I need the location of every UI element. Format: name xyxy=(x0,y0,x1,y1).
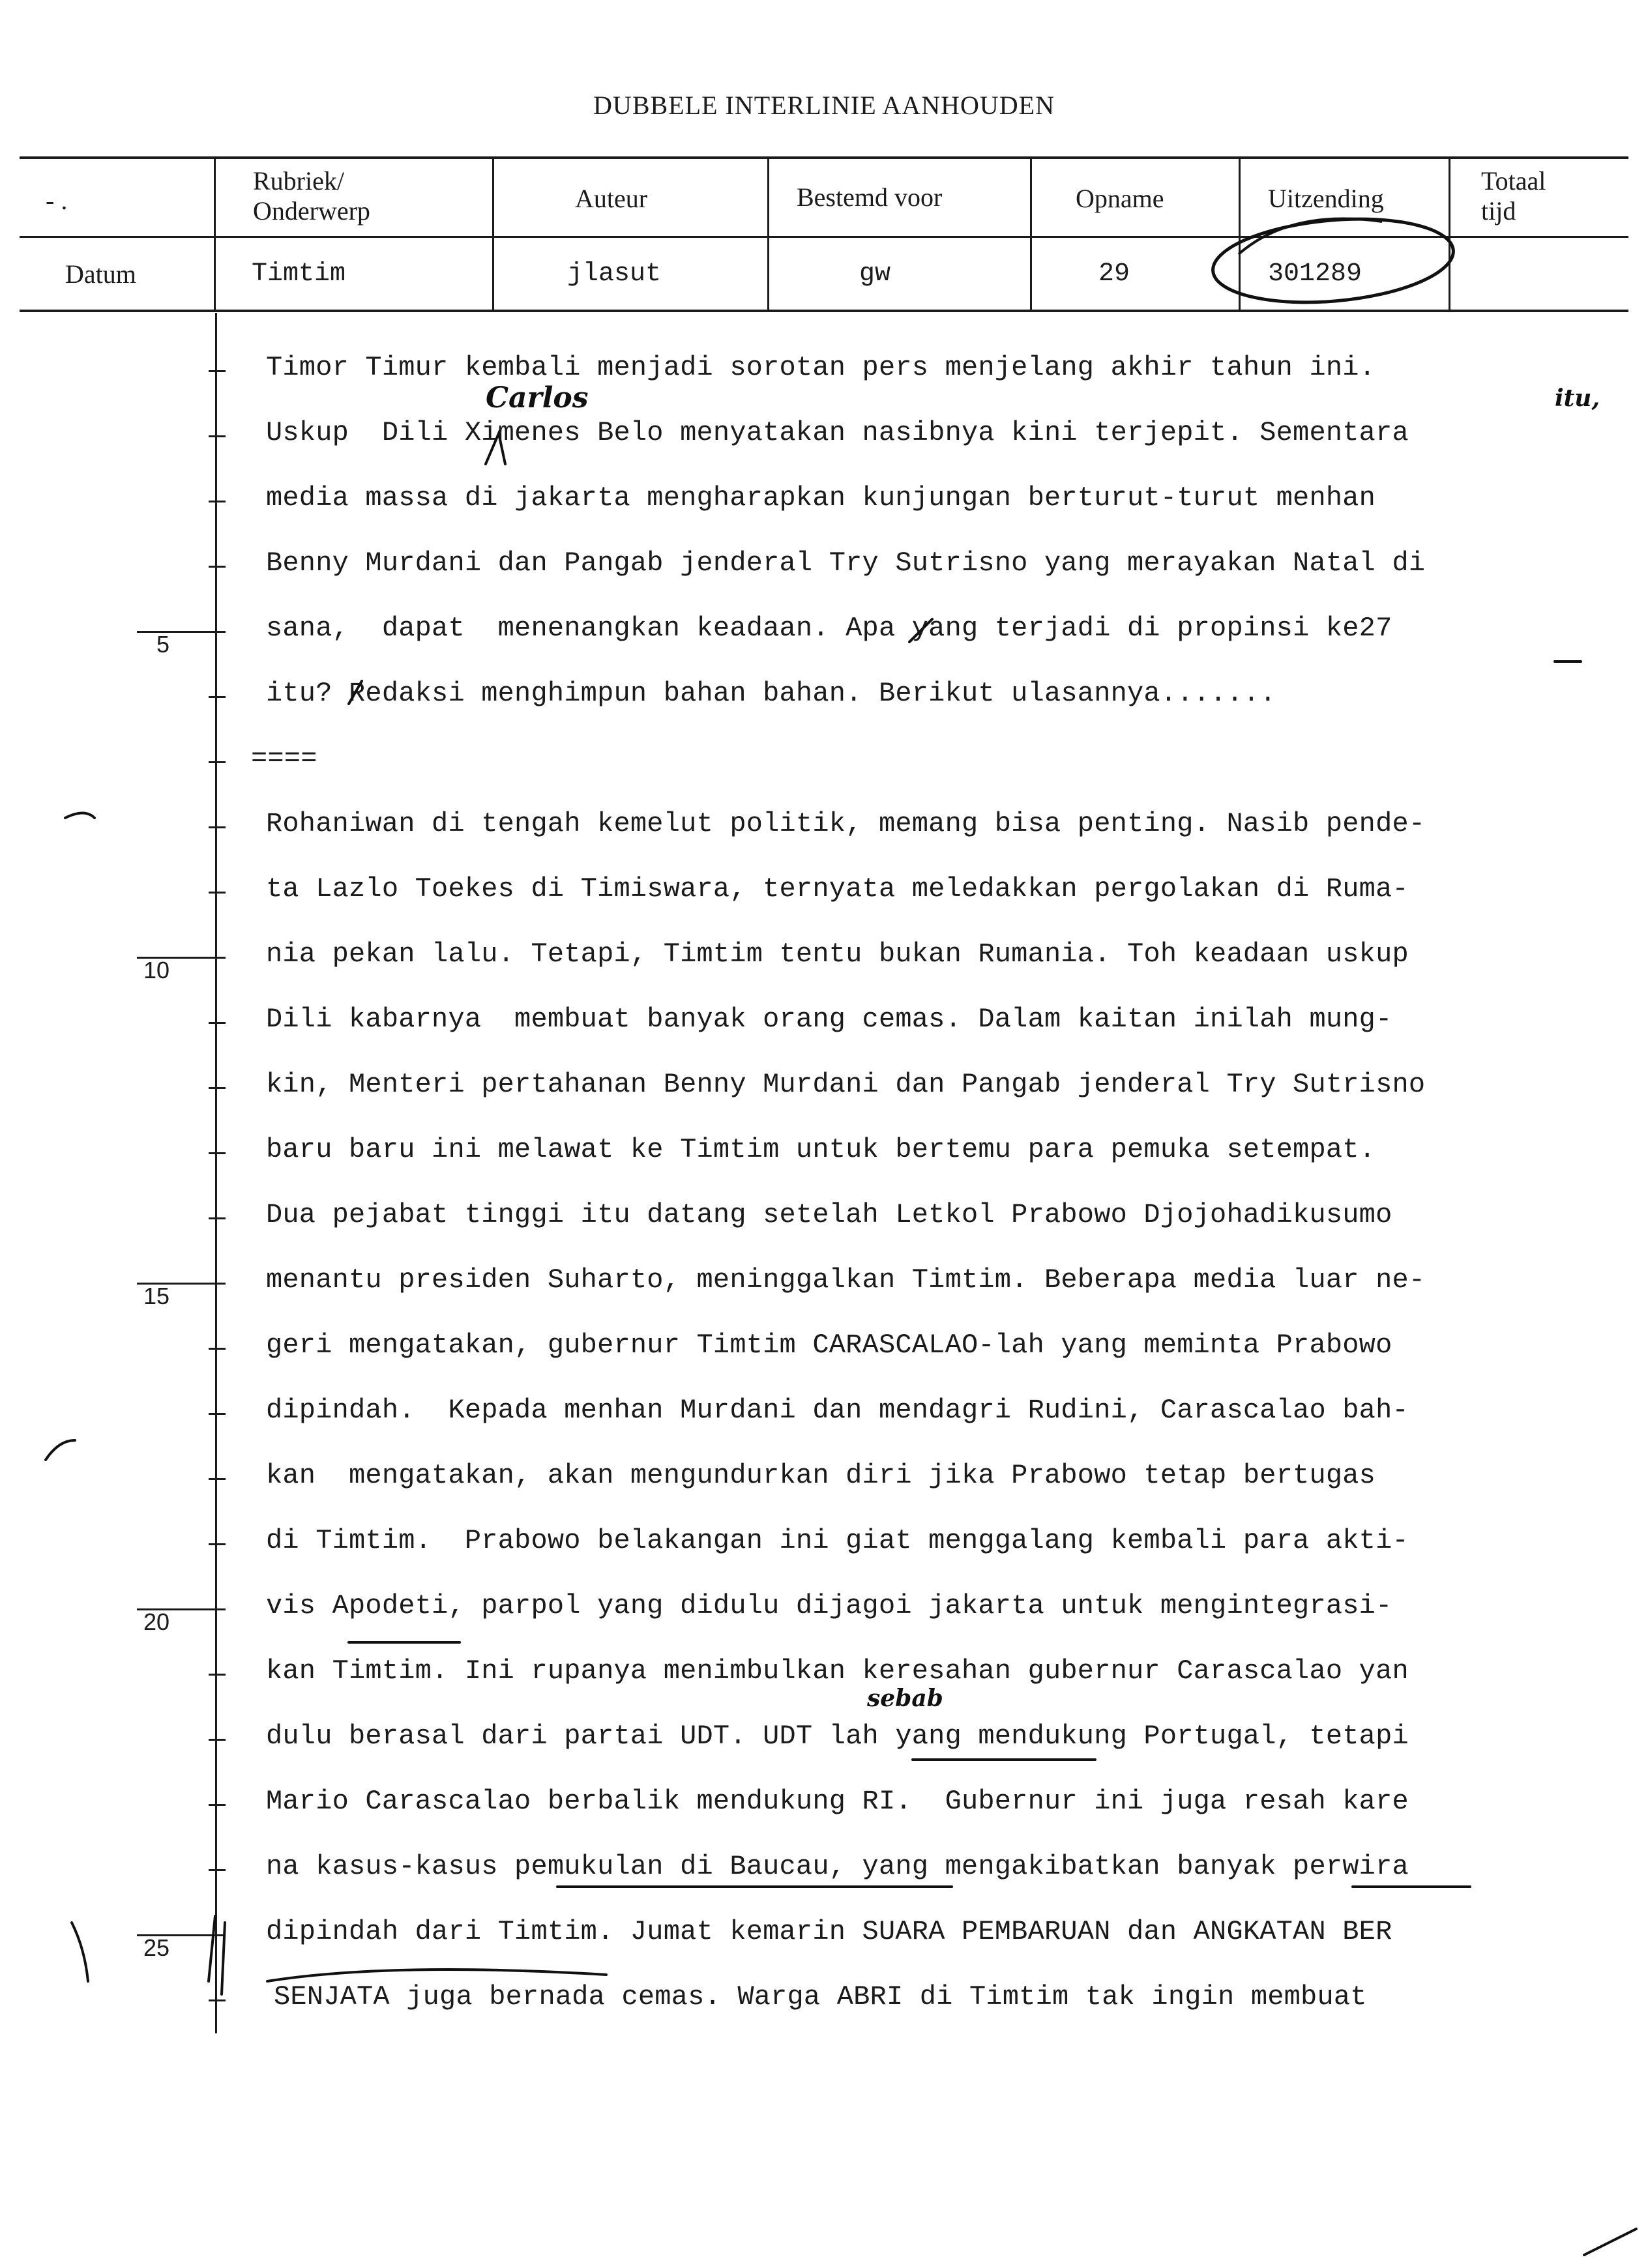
body-line: Dua pejabat tinggi itu datang setelah Letkol Prabowo Djojohadikusumo xyxy=(266,1199,1392,1230)
body-line: ==== xyxy=(251,743,317,774)
body-line: dipindah. Kepada menhan Murdani dan mendagri Rudini, Carascalao bah- xyxy=(266,1395,1409,1426)
form-header-auteur: Auteur xyxy=(575,184,648,213)
body-line: media massa di jakarta mengharapkan kunjungan berturut-turut menhan xyxy=(266,482,1376,514)
line-number: 25 xyxy=(143,1934,169,1961)
body-line: Benny Murdani dan Pangab jenderal Try Sutrisno yang merayakan Natal di xyxy=(266,547,1426,579)
form-header-totaal: Totaal tijd xyxy=(1481,166,1546,225)
form-header-uitzending: Uitzending xyxy=(1268,184,1384,213)
form-row-label: Datum xyxy=(65,259,136,289)
body-line: dulu berasal dari partai UDT. UDT lah yang mendukung Portugal, tetapi xyxy=(266,1721,1409,1752)
line-number: 10 xyxy=(143,957,169,983)
field-bestemd: gw xyxy=(859,259,891,289)
body-line: kan Timtim. Ini rupanya menimbulkan keresahan gubernur Carascalao yan xyxy=(266,1655,1409,1687)
form-header-opname: Opname xyxy=(1076,184,1164,213)
handwritten-note-itu: itu, xyxy=(1555,385,1600,412)
body-line: Dili kabarnya membuat banyak orang cemas. Dalam kaitan inilah mung- xyxy=(266,1004,1392,1035)
line-number: 5 xyxy=(156,631,169,658)
field-auteur: jlasut xyxy=(567,259,662,289)
body-line: na kasus-kasus pemukulan di Baucau, yang mengakibatkan banyak perwira xyxy=(266,1851,1409,1882)
body-line: vis Apodeti, parpol yang didulu dijagoi jakarta untuk mengintegrasi- xyxy=(266,1590,1392,1621)
body-line: di Timtim. Prabowo belakangan ini giat menggalang kembali para akti- xyxy=(266,1525,1409,1556)
body-line: itu? Redaksi menghimpun bahan bahan. Berikut ulasannya....... xyxy=(266,678,1276,709)
body-line: ta Lazlo Toekes di Timiswara, ternyata meledakkan pergolakan di Ruma- xyxy=(266,873,1409,905)
body-line: kin, Menteri pertahanan Benny Murdani dan Pangab jenderal Try Sutrisno xyxy=(266,1069,1426,1100)
form-header-rubriek: Rubriek/ Onderwerp xyxy=(253,166,370,225)
handwritten-note-carlos: Carlos xyxy=(486,381,589,414)
field-uitzending: 301289 xyxy=(1268,259,1362,289)
line-number: 15 xyxy=(143,1283,169,1309)
body-line: geri mengatakan, gubernur Timtim CARASCALAO-lah yang meminta Prabowo xyxy=(266,1330,1392,1361)
body-line: SENJATA juga bernada cemas. Warga ABRI di Timtim tak ingin membuat xyxy=(274,1981,1367,2013)
field-opname: 29 xyxy=(1098,259,1130,289)
form-header-blank: - . xyxy=(46,186,68,215)
body-line: baru baru ini melawat ke Timtim untuk bertemu para pemuka setempat. xyxy=(266,1134,1376,1165)
body-line: dipindah dari Timtim. Jumat kemarin SUARA PEMBARUAN dan ANGKATAN BER xyxy=(266,1916,1392,1947)
document-title: DUBBELE INTERLINIE AANHOUDEN xyxy=(593,91,1055,120)
line-number: 20 xyxy=(143,1608,169,1635)
body-line: kan mengatakan, akan mengundurkan diri jika Prabowo tetap bertugas xyxy=(266,1460,1376,1491)
body-line: menantu presiden Suharto, meninggalkan Timtim. Beberapa media luar ne- xyxy=(266,1264,1426,1296)
body-line: Uskup Dili Ximenes Belo menyatakan nasibnya kini terjepit. Sementara xyxy=(266,417,1409,448)
body-line: Timor Timur kembali menjadi sorotan pers menjelang akhir tahun ini. xyxy=(266,352,1376,383)
field-rubriek: Timtim xyxy=(252,259,346,289)
body-line: nia pekan lalu. Tetapi, Timtim tentu bukan Rumania. Toh keadaan uskup xyxy=(266,938,1409,970)
handwritten-note-sebab: sebab xyxy=(867,1685,943,1712)
body-line: Mario Carascalao berbalik mendukung RI. Gubernur ini juga resah kare xyxy=(266,1786,1409,1817)
body-line: sana, dapat menenangkan keadaan. Apa yang terjadi di propinsi ke27 xyxy=(266,613,1392,644)
form-header-bestemd: Bestemd voor xyxy=(797,182,943,212)
body-line: Rohaniwan di tengah kemelut politik, memang bisa penting. Nasib pende- xyxy=(266,808,1426,839)
